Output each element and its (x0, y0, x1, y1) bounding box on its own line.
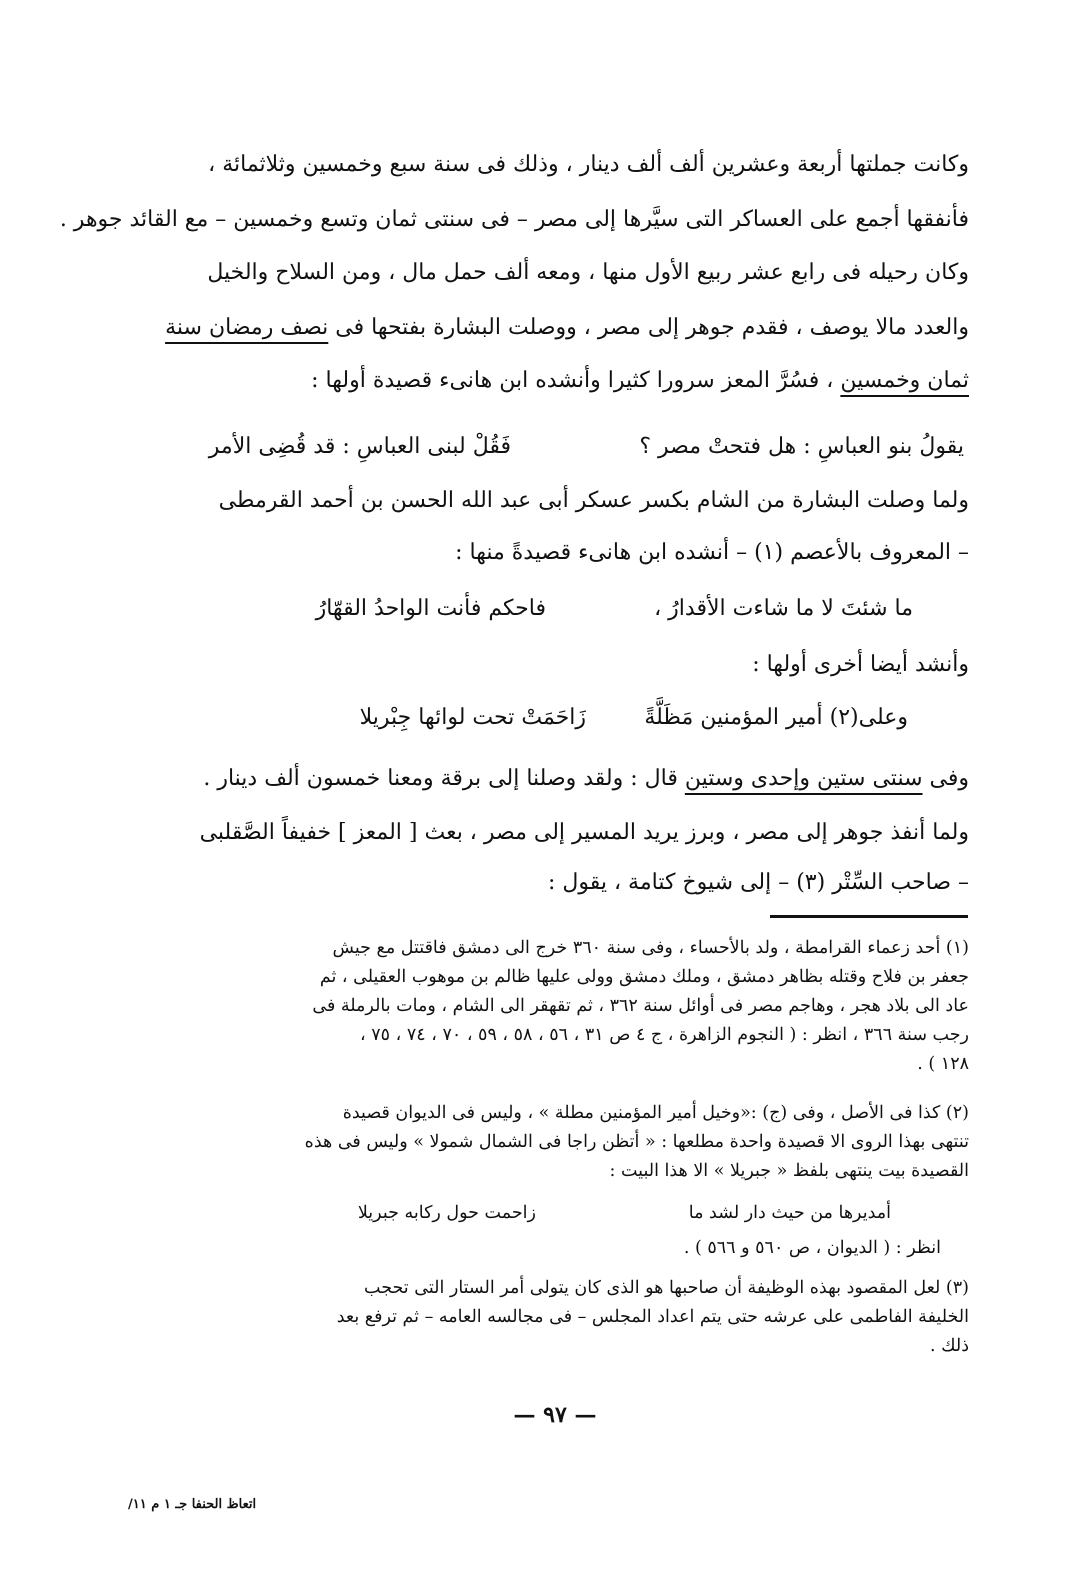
footnote-2-reference: انظر : ( الديوان ، ص ٥٦٠ و ٥٦٦ ) . (683, 1238, 941, 1258)
paragraph-2-line-1: وكان رحيله فى رابع عشر ربيع الأول منها ، ومعه ألف حمل مال ، ومن السلاح والخيل (207, 260, 969, 285)
footnote-1-line-5: ١٢٨ ) . (917, 1054, 969, 1074)
paragraph-3-line-1: ولما وصلت البشارة من الشام بكسر عسكر أبى عبد الله الحسن بن أحمد القرمطى (218, 488, 969, 513)
paragraph-3-line-2: – المعروف بالأعصم (١) – أنشده ابن هانىء قصيدةً منها : (455, 540, 969, 565)
footnote-3-line-2: الخليفة الفاطمى على عرشه حتى يتم اعداد المجلس – فى مجالسه العامه – ثم ترفع بعد (336, 1307, 969, 1327)
footnote-2-line-1: (٢) كذا فى الأصل ، وفى (ج) :«وخيل أمير المؤمنين مطلة » ، وليس فى الديوان قصيدة (342, 1103, 969, 1123)
verse-1-second-hemistich: فَقُلْ لبنى العباسِ : قد قُضِى الأمر (208, 434, 511, 459)
underlined-years: سنتى ستين وإحدى وستين (684, 766, 923, 791)
imprint-signature: اتعاظ الحنفا جـ ١ م ١١/ (128, 1497, 257, 1512)
underlined-year: ثمان وخمسين (840, 368, 969, 393)
paragraph-5 (124, 764, 969, 794)
footnote-1-line-1: (١) أحد زعماء القرامطة ، ولد بالأحساء ، وفى سنة ٣٦٠ خرج الى دمشق فاقتتل مع جيش (332, 938, 969, 958)
underlined-date: نصف رمضان سنة (165, 315, 329, 340)
verse-3-first-hemistich: وعلى(٢) أمير المؤمنين مَظَلَّةً (644, 705, 908, 730)
footnote-2-verse-first: أمديرها من حيث دار لشد ما (688, 1203, 891, 1223)
paragraph-6-line-2: – صاحب السِّتْر (٣) – إلى شيوخ كتامة ، يقول : (547, 870, 969, 895)
footnote-divider (770, 915, 968, 918)
footnote-2-line-3: القصيدة بيت ينتهى بلفظ « جبريلا » الا هذا البيت : (609, 1161, 969, 1181)
paragraph-2-line-3 (124, 366, 969, 396)
paragraph-2-line-3-text: ، فسُرَّ المعز سرورا كثيرا وأنشده ابن هانىء قصيدة أولها : (311, 368, 834, 393)
footnote-3-line-1: (٣) لعل المقصود بهذه الوظيفة أن صاحبها هو الذى كان يتولى أمر الستار التى تحجب (364, 1278, 969, 1298)
paragraph-5-text-b: قال : ولقد وصلنا إلى برقة ومعنا خمسون ألف دينار . (203, 766, 685, 791)
paragraph-4: وأنشد أيضا أخرى أولها : (752, 652, 969, 677)
footnote-1-line-4: رجب سنة ٣٦٦ ، انظر : ( النجوم الزاهرة ، ج ٤ ص ٣١ ، ٥٦ ، ٥٨ ، ٥٩ ، ٧٠ ، ٧٤ ، ٧٥ ، (360, 1025, 969, 1045)
verse-2-second-hemistich: فاحكم فأنت الواحدُ القهّارُ (315, 596, 546, 621)
footnote-1-line-3: عاد الى بلاد هجر ، وهاجم مصر فى أوائل سنة ٣٦٢ ، ثم تقهقر الى الشام ، ومات بالرملة فى (312, 996, 969, 1016)
verse-2-first-hemistich: ما شئتَ لا ما شاءت الأقدارُ ، (654, 596, 913, 621)
footnote-3-line-3: ذلك . (930, 1336, 969, 1356)
paragraph-1-line-1: وكانت جملتها أربعة وعشرين ألف ألف دينار ، وذلك فى سنة سبع وخمسين وثلاثمائة ، (208, 152, 969, 177)
paragraph-2-line-2 (124, 313, 969, 343)
paragraph-1-line-2: فأنفقها أجمع على العساكر التى سيَّرها إلى مصر – فى سنتى ثمان وتسع وخمسين – مع القائد جوهر . (59, 207, 969, 232)
footnote-1-line-2: جعفر بن فلاح وقتله بظاهر دمشق ، وملك دمشق وولى عليها ظالم بن موهوب العقيلى ، ثم (319, 967, 969, 987)
paragraph-5-text-a: وفى (922, 766, 969, 791)
verse-3-second-hemistich: زَاحَمَتْ تحت لوائها جِبْريلا (359, 705, 586, 730)
page-number: — ٩٧ — (513, 1402, 597, 1428)
footnote-2-verse-second: زاحمت حول ركابه جبريلا (357, 1203, 536, 1223)
footnote-2-line-2: تنتهى بهذا الروى الا قصيدة واحدة مطلعها : « أتظن راجا فى الشمال شمولا » وليس فى هذه (304, 1132, 969, 1152)
paragraph-6-line-1: ولما أنفذ جوهر إلى مصر ، وبرز يريد المسير إلى مصر ، بعث [ المعز ] خفيفاً الصَّقلبى (199, 820, 969, 845)
verse-1-first-hemistich: يقولُ بنو العباسِ : هل فتحتْ مصر ؟ (639, 434, 964, 459)
paragraph-2-line-2-text: والعدد مالا يوصف ، فقدم جوهر إلى مصر ، ووصلت البشارة بفتحها فى (328, 315, 969, 340)
